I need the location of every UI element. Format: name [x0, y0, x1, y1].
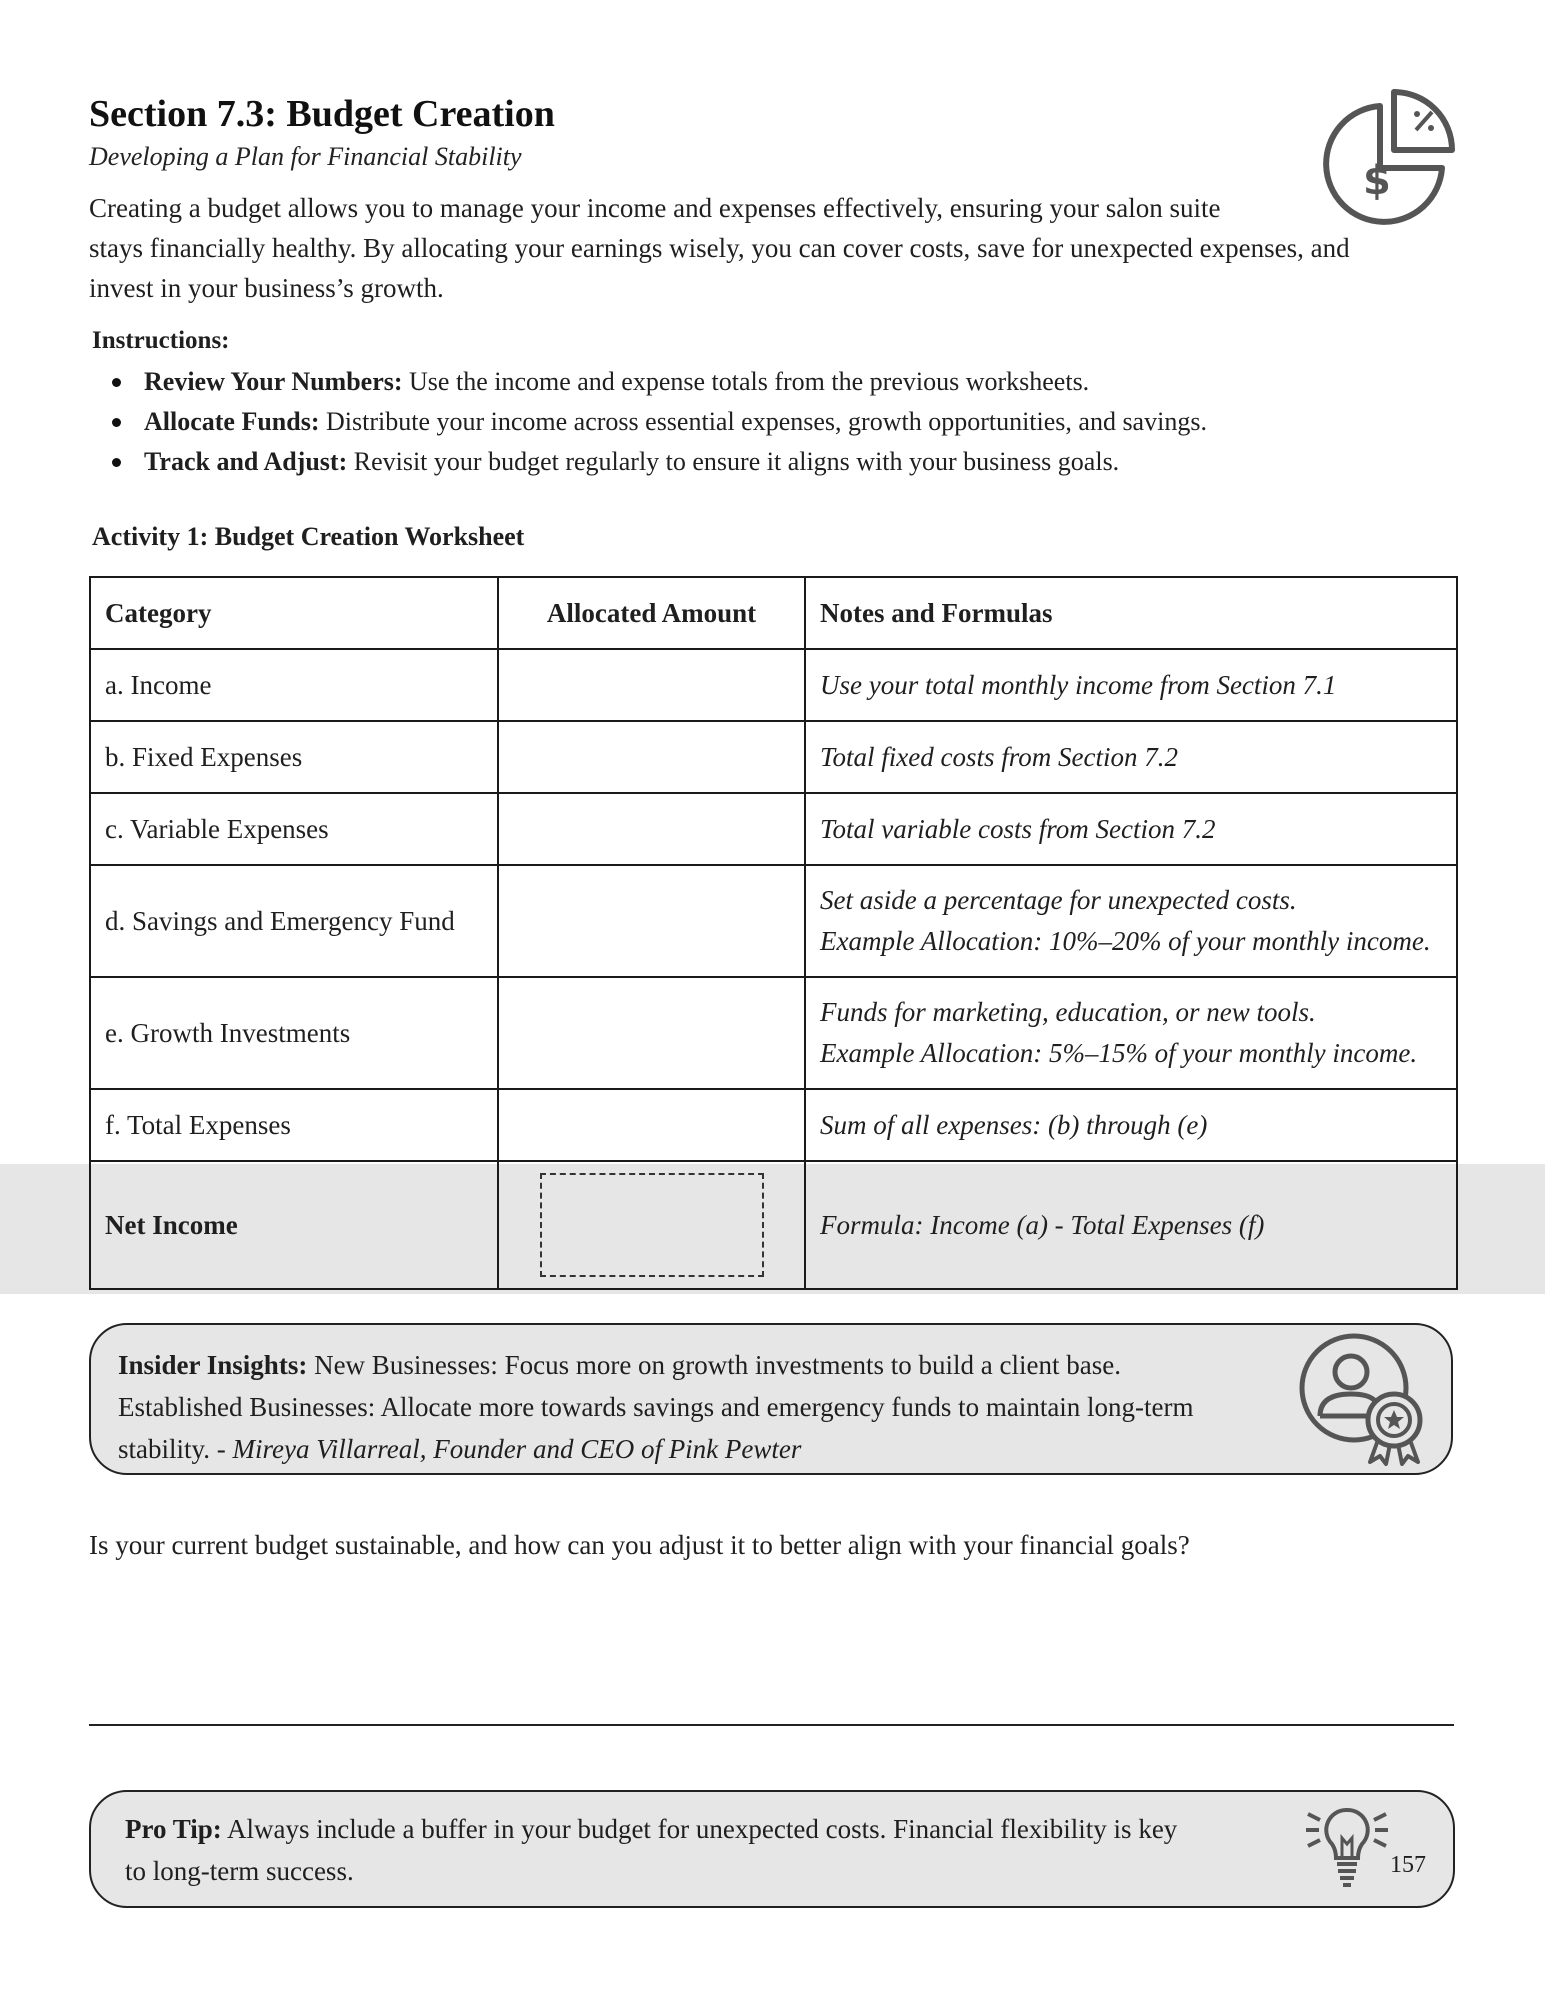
column-header-notes: Notes and Formulas — [805, 577, 1457, 649]
page-title: Section 7.3: Budget Creation — [89, 93, 555, 135]
intro-paragraph — [89, 188, 1429, 308]
insight-label: Insider Insights: — [118, 1350, 308, 1380]
table-row — [90, 649, 1457, 721]
column-header-allocated-amount: Allocated Amount — [498, 577, 805, 649]
list-item — [110, 402, 1410, 442]
reflection-question: Is your current budget sustainable, and how can you adjust it to better align with your financial goals? — [89, 1530, 1190, 1560]
note-line: Example Allocation: 5%–15% of your monthly income. — [820, 1038, 1418, 1068]
instructions-heading: Instructions: — [92, 327, 230, 354]
allocated-amount-field[interactable] — [498, 977, 805, 1089]
notes-cell — [805, 865, 1457, 977]
net-income-formula: Formula: Income (a) - Total Expenses (f) — [805, 1161, 1457, 1289]
category-cell: e. Growth Investments — [90, 977, 498, 1089]
note-line: Set aside a percentage for unexpected costs. — [820, 885, 1297, 915]
intro-line: invest in your business’s growth. — [89, 273, 444, 303]
instruction-text: Distribute your income across essential expenses, growth opportunities, and savings. — [319, 407, 1207, 436]
instruction-text: Use the income and expense totals from the previous worksheets. — [402, 367, 1090, 396]
notes-cell: Sum of all expenses: (b) through (e) — [805, 1089, 1457, 1161]
net-income-amount-cell — [498, 1161, 805, 1289]
column-header-category: Category — [90, 577, 498, 649]
notes-cell: Total fixed costs from Section 7.2 — [805, 721, 1457, 793]
activity-heading: Activity 1: Budget Creation Worksheet — [92, 522, 525, 551]
table-row — [90, 793, 1457, 865]
page-subtitle: Developing a Plan for Financial Stability — [89, 142, 522, 171]
category-cell: b. Fixed Expenses — [90, 721, 498, 793]
table-row — [90, 977, 1457, 1089]
bullet-icon — [112, 458, 121, 467]
lightbulb-icon — [1302, 1800, 1392, 1892]
net-income-row — [90, 1161, 1457, 1289]
instruction-text: Revisit your budget regularly to ensure it aligns with your business goals. — [347, 447, 1120, 476]
insight-text: New Businesses: Focus more on growth investments to build a client base. — [307, 1350, 1121, 1380]
list-item — [110, 442, 1410, 482]
note-line: Funds for marketing, education, or new tools. — [820, 997, 1316, 1027]
pro-tip-text — [125, 1808, 1285, 1892]
list-item — [110, 362, 1410, 402]
insider-insights-text — [118, 1344, 1288, 1470]
instruction-label: Review Your Numbers: — [144, 367, 403, 396]
table-row — [90, 1089, 1457, 1161]
table-row — [90, 721, 1457, 793]
notes-cell: Use your total monthly income from Section 7.1 — [805, 649, 1457, 721]
answer-line[interactable] — [89, 1724, 1454, 1726]
instruction-label: Allocate Funds: — [144, 407, 320, 436]
bullet-icon — [112, 378, 121, 387]
insight-line — [118, 1428, 1288, 1470]
category-cell: d. Savings and Emergency Fund — [90, 865, 498, 977]
pro-tip-body: Always include a buffer in your budget for unexpected costs. Financial flexibility is key — [221, 1814, 1178, 1844]
budget-worksheet-table — [89, 576, 1458, 1290]
pro-tip-line: to long-term success. — [125, 1856, 354, 1886]
category-cell: f. Total Expenses — [90, 1089, 498, 1161]
pro-tip-line — [125, 1808, 1285, 1850]
pro-tip-label: Pro Tip: — [125, 1814, 222, 1844]
insight-line: Established Businesses: Allocate more towards savings and emergency funds to maintain long-term — [118, 1392, 1194, 1422]
award-person-icon — [1296, 1330, 1426, 1468]
bullet-icon — [112, 418, 121, 427]
note-line: Example Allocation: 10%–20% of your monthly income. — [820, 926, 1431, 956]
category-cell: a. Income — [90, 649, 498, 721]
allocated-amount-field[interactable] — [498, 865, 805, 977]
page-number: 157 — [1390, 1852, 1426, 1878]
intro-line: stays financially healthy. By allocating your earnings wisely, you can cover costs, save for unexpected expenses, and — [89, 233, 1350, 263]
allocated-amount-field[interactable] — [498, 721, 805, 793]
net-income-label: Net Income — [90, 1161, 498, 1289]
category-cell: c. Variable Expenses — [90, 793, 498, 865]
insight-line — [118, 1344, 1288, 1386]
svg-text:$: $ — [1363, 158, 1391, 204]
intro-line: Creating a budget allows you to manage your income and expenses effectively, ensuring your salon suite — [89, 193, 1221, 223]
table-header-row — [90, 577, 1457, 649]
allocated-amount-field[interactable] — [498, 1089, 805, 1161]
insight-attribution: Mireya Villarreal, Founder and CEO of Pink Pewter — [232, 1434, 802, 1464]
instruction-label: Track and Adjust: — [144, 447, 348, 476]
allocated-amount-field[interactable] — [498, 793, 805, 865]
insight-text: stability. - — [118, 1434, 233, 1464]
notes-cell — [805, 977, 1457, 1089]
notes-cell: Total variable costs from Section 7.2 — [805, 793, 1457, 865]
instructions-list — [110, 362, 1410, 482]
table-row — [90, 865, 1457, 977]
net-income-input-box[interactable] — [540, 1173, 764, 1277]
allocated-amount-field[interactable] — [498, 649, 805, 721]
